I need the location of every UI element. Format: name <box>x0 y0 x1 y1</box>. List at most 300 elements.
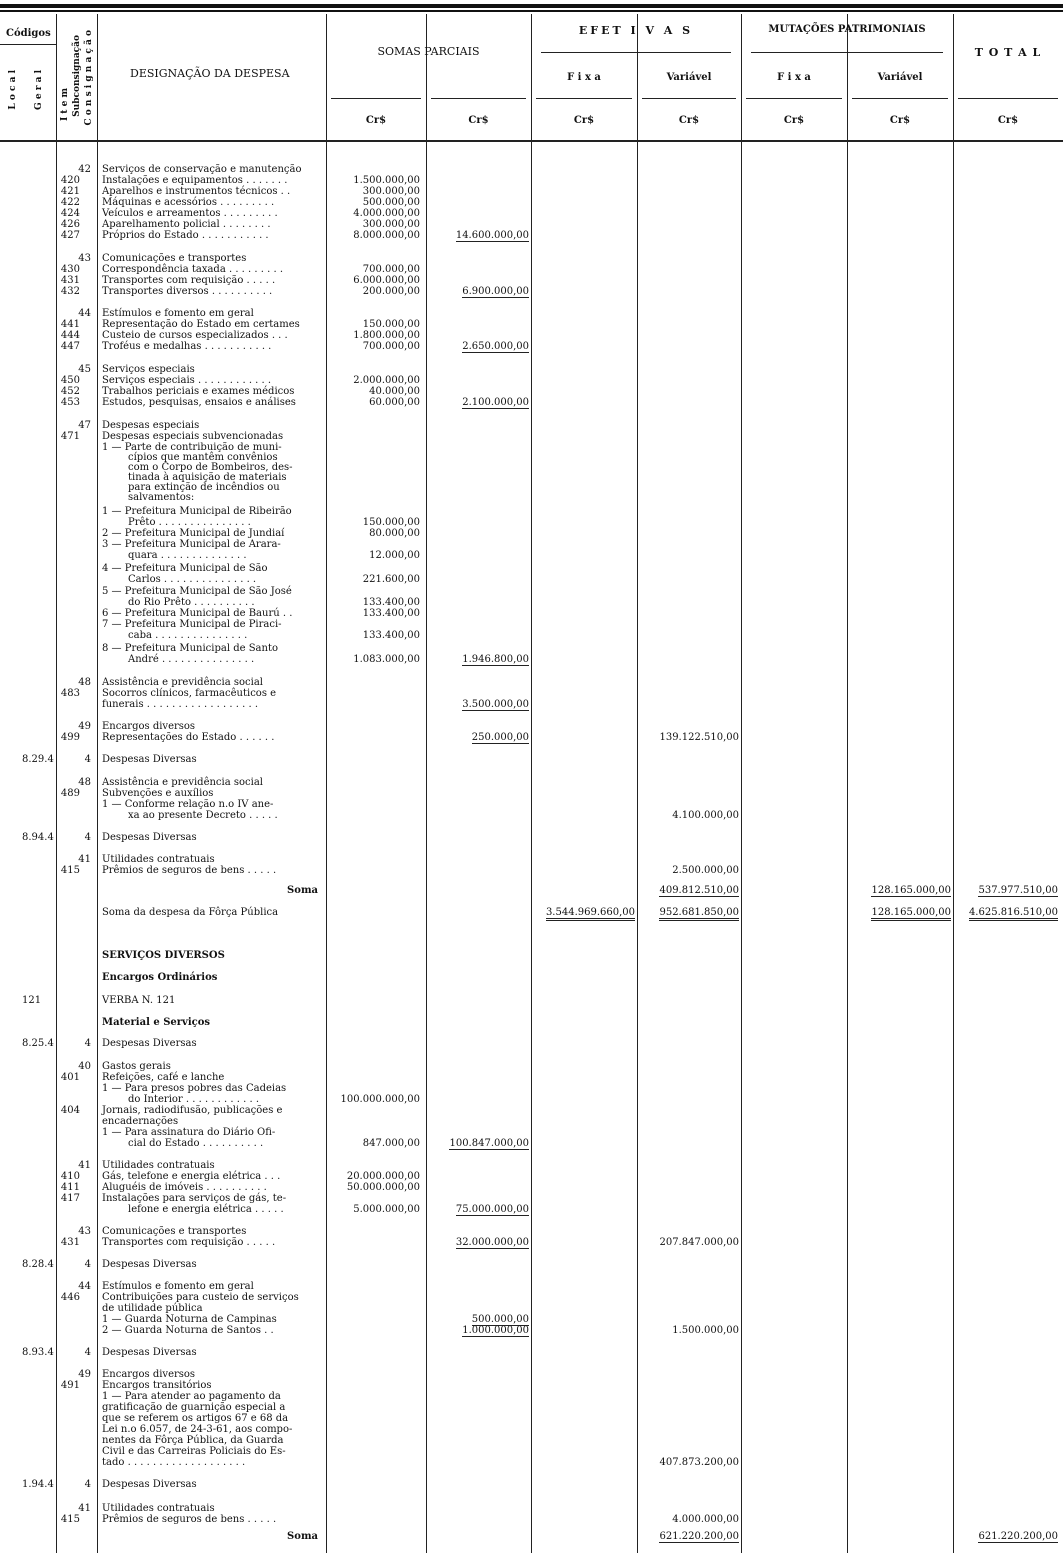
table-row <box>0 972 1063 983</box>
expense-description: 7 — Prefeitura Municipal de Piraci- <box>102 619 282 630</box>
expense-description: Despesas especiais <box>102 420 200 431</box>
amount-p2: 3.500.000,00 <box>462 699 529 710</box>
table-row <box>0 586 1063 597</box>
amount-ev: 4.000.000,00 <box>672 1514 739 1525</box>
item-code: 44 <box>78 1281 91 1292</box>
soma-label: Soma <box>287 885 318 896</box>
table-row <box>0 1182 1063 1193</box>
header-fixa: F i x a <box>777 72 811 83</box>
expense-description: 1 — Para presos pobres das Cadeias <box>102 1083 287 1094</box>
amount-tot: 537.977.510,00 <box>978 885 1058 896</box>
header-subconsignacao: Subconsignação <box>72 35 82 117</box>
currency-label: Cr$ <box>365 115 387 126</box>
amount-p1: 40.000,00 <box>369 386 420 397</box>
amount-mv: 128.165.000,00 <box>871 885 951 896</box>
header-rule <box>852 98 948 99</box>
table-row <box>0 1160 1063 1171</box>
table-row <box>0 1413 1063 1424</box>
expense-description: Máquinas e acessórios . . . . . . . . . <box>102 197 275 208</box>
table-row <box>0 885 1063 896</box>
expense-description: para extinção de incêndios ou <box>128 482 280 493</box>
amount-p2: 100.847.000,00 <box>449 1138 529 1149</box>
table-row <box>0 1369 1063 1380</box>
table-row <box>0 1380 1063 1391</box>
amount-ev: 409.812.510,00 <box>659 885 739 896</box>
currency-label: Cr$ <box>783 115 805 126</box>
amount-ev: 621.220.200,00 <box>659 1531 739 1542</box>
expense-description: Aparelhamento policial . . . . . . . . <box>102 219 271 230</box>
table-row <box>0 777 1063 788</box>
table-row <box>0 1292 1063 1303</box>
expense-description: caba . . . . . . . . . . . . . . . <box>128 630 248 641</box>
header-somas-parciais: SOMAS PARCIAIS <box>377 45 480 58</box>
amount-ev: 4.100.000,00 <box>672 810 739 821</box>
header-item: I t e m <box>60 88 70 122</box>
amount-p1: 6.000.000,00 <box>353 275 420 286</box>
item-code: 422 <box>60 197 80 208</box>
header-rule <box>642 98 736 99</box>
table-row <box>0 1347 1063 1358</box>
amount-p2: 1.000.000,00 <box>462 1325 529 1336</box>
expense-description: Lei n.o 6.057, de 24-3-61, aos compo- <box>102 1424 293 1435</box>
expense-description: 1 — Para assinatura do Diário Ofi- <box>102 1127 276 1138</box>
expense-description: Custeio de cursos especializados . . . <box>102 330 288 341</box>
table-row <box>0 286 1063 297</box>
table-row <box>0 907 1063 918</box>
table-row <box>0 608 1063 619</box>
table-row <box>0 1435 1063 1446</box>
table-row <box>0 1424 1063 1435</box>
amount-p2: 6.900.000,00 <box>462 286 529 297</box>
item-code: 4 <box>84 832 91 843</box>
table-row <box>0 197 1063 208</box>
item-code: 450 <box>60 375 80 386</box>
table-row <box>0 550 1063 561</box>
expense-description: Encargos diversos <box>102 1369 196 1380</box>
expense-description: Trabalhos periciais e exames médicos <box>102 386 295 397</box>
item-code: 471 <box>60 431 80 442</box>
item-code: 401 <box>60 1072 80 1083</box>
amount-p1: 150.000,00 <box>362 517 420 528</box>
expense-description: Subvenções e auxílios <box>102 788 214 799</box>
expense-description: Contribuições para custeio de serviços <box>102 1292 299 1303</box>
expense-description: Correspondência taxada . . . . . . . . . <box>102 264 284 275</box>
expense-description: 2 — Guarda Noturna de Santos . . <box>102 1325 274 1336</box>
amount-p1: 500.000,00 <box>362 197 420 208</box>
header-total: T O T A L <box>974 46 1042 59</box>
amount-p1: 133.400,00 <box>362 597 420 608</box>
table-row <box>0 420 1063 431</box>
expense-description: do Interior . . . . . . . . . . . . <box>128 1094 259 1105</box>
expense-description: Utilidades contratuais <box>102 854 215 865</box>
header-rule <box>746 98 842 99</box>
expense-description: Despesas Diversas <box>102 1259 197 1270</box>
table-row <box>0 865 1063 876</box>
expense-description: do Rio Prêto . . . . . . . . . . <box>128 597 255 608</box>
amount-ev: 407.873.200,00 <box>659 1457 739 1468</box>
table-row <box>0 1072 1063 1083</box>
table-row <box>0 1061 1063 1072</box>
expense-description: salvamentos: <box>128 492 195 503</box>
expense-description: Utilidades contratuais <box>102 1503 215 1514</box>
table-row <box>0 950 1063 961</box>
item-code: 447 <box>60 341 80 352</box>
header-consignacao: C o n s i g n a ç ã o <box>84 30 94 126</box>
table-row <box>0 364 1063 375</box>
table-row <box>0 1138 1063 1149</box>
header-variavel: Variável <box>877 72 923 83</box>
table-row <box>0 630 1063 641</box>
table-row <box>0 1226 1063 1237</box>
expense-description: 1 — Para atender ao pagamento da <box>102 1391 281 1402</box>
expense-description: Despesas Diversas <box>102 1479 197 1490</box>
table-row <box>0 699 1063 710</box>
amount-p1: 1.800.000,00 <box>353 330 420 341</box>
expense-description: Transportes diversos . . . . . . . . . . <box>102 286 273 297</box>
expense-description: Assistência e previdência social <box>102 777 263 788</box>
top-rule-thin <box>0 10 1063 12</box>
amount-p1: 50.000.000,00 <box>346 1182 420 1193</box>
amount-p2: 75.000.000,00 <box>455 1204 529 1215</box>
expense-description: Próprios do Estado . . . . . . . . . . . <box>102 230 269 241</box>
item-code: 427 <box>60 230 80 241</box>
item-code: 48 <box>78 677 91 688</box>
item-code: 453 <box>60 397 80 408</box>
expense-description: tinada à aquisição de materiais <box>128 472 287 483</box>
item-code: 41 <box>78 854 91 865</box>
header-designacao: DESIGNAÇÃO DA DESPESA <box>130 67 290 80</box>
local-code: 8.29.4 <box>22 754 54 765</box>
amount-p1: 80.000,00 <box>369 528 420 539</box>
amount-p1: 8.000.000,00 <box>353 230 420 241</box>
expense-description: cípios que mantêm convênios <box>128 452 278 463</box>
item-code: 49 <box>78 721 91 732</box>
amount-ef: 3.544.969.660,00 <box>546 907 635 921</box>
table-row <box>0 186 1063 197</box>
amount-p1: 133.400,00 <box>362 608 420 619</box>
amount-p1: 847.000,00 <box>362 1138 420 1149</box>
item-code: 47 <box>78 420 91 431</box>
header-variavel: Variável <box>666 72 712 83</box>
amount-p2: 2.650.000,00 <box>462 341 529 352</box>
expense-description: lefone e energia elétrica . . . . . <box>128 1204 284 1215</box>
item-code: 431 <box>60 275 80 286</box>
item-code: 446 <box>60 1292 80 1303</box>
amount-ev: 1.500.000,00 <box>672 1325 739 1336</box>
table-row <box>0 528 1063 539</box>
amount-tot: 4.625.816.510,00 <box>969 907 1058 921</box>
expense-description: Despesas Diversas <box>102 832 197 843</box>
item-code: 420 <box>60 175 80 186</box>
amount-p1: 60.000,00 <box>369 397 420 408</box>
table-row <box>0 1303 1063 1314</box>
expense-description: Aluguéis de imóveis . . . . . . . . . . <box>102 1182 267 1193</box>
expense-description: Veículos e arreamentos . . . . . . . . . <box>102 208 278 219</box>
table-row <box>0 208 1063 219</box>
amount-ev: 207.847.000,00 <box>659 1237 739 1248</box>
table-row <box>0 799 1063 810</box>
soma-label: Soma <box>287 1531 318 1542</box>
currency-label: Cr$ <box>573 115 595 126</box>
table-row <box>0 1514 1063 1525</box>
amount-p2: 1.946.800,00 <box>462 654 529 665</box>
expense-description: Comunicações e transportes <box>102 253 247 264</box>
table-row <box>0 386 1063 397</box>
item-code: 41 <box>78 1160 91 1171</box>
amount-p1: 300.000,00 <box>362 186 420 197</box>
header-mutacoes: MUTAÇÕES PATRIMONIAIS <box>768 24 926 35</box>
item-code: 44 <box>78 308 91 319</box>
header-codigos: Códigos <box>6 28 51 39</box>
expense-description: Encargos diversos <box>102 721 196 732</box>
item-code: 4 <box>84 1347 91 1358</box>
header-rule <box>331 98 421 99</box>
amount-p2: 14.600.000,00 <box>455 230 529 241</box>
item-code: 4 <box>84 754 91 765</box>
table-row <box>0 219 1063 230</box>
expense-description: Gastos gerais <box>102 1061 171 1072</box>
local-code: 1.94.4 <box>22 1479 54 1490</box>
header-geral: G e r a l <box>34 70 44 110</box>
item-code: 411 <box>60 1182 80 1193</box>
table-row <box>0 677 1063 688</box>
table-row <box>0 319 1063 330</box>
item-code: 441 <box>60 319 80 330</box>
item-code: 41 <box>78 1503 91 1514</box>
expense-description: encadernações <box>102 1116 179 1127</box>
expense-description: que se referem os artigos 67 e 68 da <box>102 1413 289 1424</box>
item-code: 452 <box>60 386 80 397</box>
expense-description: Serviços de conservação e manutenção <box>102 164 302 175</box>
item-code: 432 <box>60 286 80 297</box>
table-row <box>0 643 1063 654</box>
table-row <box>0 1531 1063 1542</box>
header-efetivas: EFET I V A S <box>578 24 694 37</box>
expense-description: cial do Estado . . . . . . . . . . <box>128 1138 264 1149</box>
expense-description: SERVIÇOS DIVERSOS <box>102 950 225 961</box>
amount-p1: 700.000,00 <box>362 341 420 352</box>
table-row <box>0 995 1063 1006</box>
table-row <box>0 810 1063 821</box>
amount-p1: 150.000,00 <box>362 319 420 330</box>
local-code: 121 <box>22 995 42 1006</box>
item-code: 483 <box>60 688 80 699</box>
expense-description: 2 — Prefeitura Municipal de Jundiaí <box>102 528 285 539</box>
table-row <box>0 1038 1063 1049</box>
expense-description: Encargos transitórios <box>102 1380 212 1391</box>
expense-description: Despesas Diversas <box>102 1347 197 1358</box>
expense-description: gratificação de guarnição especial a <box>102 1402 286 1413</box>
expense-description: Carlos . . . . . . . . . . . . . . . <box>128 574 257 585</box>
table-row <box>0 574 1063 585</box>
expense-description: Instalações para serviços de gás, te- <box>102 1193 287 1204</box>
table-row <box>0 253 1063 264</box>
expense-description: tado . . . . . . . . . . . . . . . . . . . <box>102 1457 246 1468</box>
expense-description: Encargos Ordinários <box>102 972 218 983</box>
item-code: 417 <box>60 1193 80 1204</box>
expense-description: Instalações e equipamentos . . . . . . . <box>102 175 288 186</box>
local-code: 8.25.4 <box>22 1038 54 1049</box>
table-row <box>0 1259 1063 1270</box>
expense-description: Representação do Estado em certames <box>102 319 300 330</box>
currency-label: Cr$ <box>889 115 911 126</box>
table-row <box>0 1105 1063 1116</box>
amount-p1: 200.000,00 <box>362 286 420 297</box>
table-row <box>0 375 1063 386</box>
expense-description: Despesas especiais subvencionadas <box>102 431 284 442</box>
table-row <box>0 688 1063 699</box>
expense-description: xa ao presente Decreto . . . . . <box>128 810 278 821</box>
item-code: 48 <box>78 777 91 788</box>
amount-p1: 133.400,00 <box>362 630 420 641</box>
table-row <box>0 164 1063 175</box>
expense-description: Assistência e previdência social <box>102 677 263 688</box>
item-code: 415 <box>60 1514 80 1525</box>
table-row <box>0 1503 1063 1514</box>
expense-description: 4 — Prefeitura Municipal de São <box>102 563 268 574</box>
table-row <box>0 654 1063 665</box>
table-row <box>0 175 1063 186</box>
amount-p1: 1.500.000,00 <box>353 175 420 186</box>
item-code: 404 <box>60 1105 80 1116</box>
header-rule <box>751 52 943 53</box>
table-row <box>0 539 1063 550</box>
expense-description: Gás, telefone e energia elétrica . . . <box>102 1171 281 1182</box>
table-row <box>0 341 1063 352</box>
expense-description: 8 — Prefeitura Municipal de Santo <box>102 643 278 654</box>
expense-description: Socorros clínicos, farmacêuticos e <box>102 688 277 699</box>
amount-tot: 621.220.200,00 <box>978 1531 1058 1542</box>
item-code: 444 <box>60 330 80 341</box>
amount-ev: 952.681.850,00 <box>659 907 739 921</box>
table-row <box>0 721 1063 732</box>
local-code: 8.93.4 <box>22 1347 54 1358</box>
expense-description: Troféus e medalhas . . . . . . . . . . . <box>102 341 272 352</box>
expense-description: quara . . . . . . . . . . . . . . <box>128 550 247 561</box>
header-fixa: F i x a <box>567 72 601 83</box>
amount-p1: 20.000.000,00 <box>346 1171 420 1182</box>
expense-description: 1 — Parte de contribuição de muni- <box>102 442 282 453</box>
amount-p1: 700.000,00 <box>362 264 420 275</box>
item-code: 491 <box>60 1380 80 1391</box>
expense-description: Utilidades contratuais <box>102 1160 215 1171</box>
table-row <box>0 1479 1063 1490</box>
amount-p2: 32.000.000,00 <box>455 1237 529 1248</box>
expense-description: Soma da despesa da Fôrça Pública <box>102 907 279 918</box>
expense-description: Material e Serviços <box>102 1017 211 1028</box>
item-code: 4 <box>84 1038 91 1049</box>
amount-p1: 5.000.000,00 <box>353 1204 420 1215</box>
expense-description: Representações do Estado . . . . . . <box>102 732 275 743</box>
amount-p1: 4.000.000,00 <box>353 208 420 219</box>
expense-description: 5 — Prefeitura Municipal de São José <box>102 586 292 597</box>
amount-ev: 2.500.000,00 <box>672 865 739 876</box>
item-code: 42 <box>78 164 91 175</box>
table-row <box>0 854 1063 865</box>
expense-description: 1 — Conforme relação n.o IV ane- <box>102 799 274 810</box>
expense-description: Estímulos e fomento em geral <box>102 308 254 319</box>
header-rule <box>541 52 731 53</box>
expense-description: Transportes com requisição . . . . . <box>102 1237 276 1248</box>
expense-description: 1 — Guarda Noturna de Campinas <box>102 1314 277 1325</box>
table-row <box>0 275 1063 286</box>
amount-p1: 300.000,00 <box>362 219 420 230</box>
expense-description: Civil e das Carreiras Policiais do Es- <box>102 1446 286 1457</box>
table-row <box>0 1402 1063 1413</box>
header-local: L o c a l <box>8 70 18 110</box>
amount-p1: 221.600,00 <box>362 574 420 585</box>
expense-description: VERBA N. 121 <box>102 995 176 1006</box>
table-row <box>0 1457 1063 1468</box>
table-row <box>0 1116 1063 1127</box>
table-row <box>0 754 1063 765</box>
table-row <box>0 1193 1063 1204</box>
expense-description: funerais . . . . . . . . . . . . . . . . . . <box>102 699 259 710</box>
item-code: 410 <box>60 1171 80 1182</box>
expense-description: Prêmios de seguros de bens . . . . . <box>102 1514 277 1525</box>
table-row <box>0 517 1063 528</box>
table-row <box>0 1391 1063 1402</box>
amount-p1: 100.000.000,00 <box>340 1094 420 1105</box>
expense-description: 6 — Prefeitura Municipal de Baurú . . <box>102 608 293 619</box>
item-code: 430 <box>60 264 80 275</box>
expense-description: Prêto . . . . . . . . . . . . . . . <box>128 517 251 528</box>
item-code: 431 <box>60 1237 80 1248</box>
table-row <box>0 832 1063 843</box>
item-code: 4 <box>84 1259 91 1270</box>
header-bottom-rule <box>0 140 1063 142</box>
expense-description: Serviços especiais <box>102 364 195 375</box>
item-code: 4 <box>84 1479 91 1490</box>
table-row <box>0 563 1063 574</box>
expense-description: nentes da Fôrça Pública, da Guarda <box>102 1435 284 1446</box>
amount-p1: 12.000,00 <box>369 550 420 561</box>
item-code: 43 <box>78 1226 91 1237</box>
table-row <box>0 506 1063 517</box>
currency-label: Cr$ <box>678 115 700 126</box>
item-code: 499 <box>60 732 80 743</box>
table-row <box>0 1094 1063 1105</box>
amount-p2: 2.100.000,00 <box>462 397 529 408</box>
table-row <box>0 1314 1063 1325</box>
table-row <box>0 1083 1063 1094</box>
item-code: 426 <box>60 219 80 230</box>
table-row <box>0 1127 1063 1138</box>
item-code: 424 <box>60 208 80 219</box>
table-row <box>0 397 1063 408</box>
table-row <box>0 330 1063 341</box>
table-row <box>0 264 1063 275</box>
header-rule <box>431 98 526 99</box>
table-row <box>0 619 1063 630</box>
currency-label: Cr$ <box>997 115 1019 126</box>
expense-description: André . . . . . . . . . . . . . . . <box>128 654 255 665</box>
table-row <box>0 308 1063 319</box>
item-code: 489 <box>60 788 80 799</box>
expense-description: 1 — Prefeitura Municipal de Ribeirão <box>102 506 292 517</box>
header-rule <box>536 98 632 99</box>
table-row <box>0 1204 1063 1215</box>
expense-description: Estímulos e fomento em geral <box>102 1281 254 1292</box>
amount-p1: 2.000.000,00 <box>353 375 420 386</box>
table-row <box>0 597 1063 608</box>
expense-description: Jornais, radiodifusão, publicações e <box>102 1105 283 1116</box>
expense-description: de utilidade pública <box>102 1303 203 1314</box>
item-code: 415 <box>60 865 80 876</box>
expense-description: Prêmios de seguros de bens . . . . . <box>102 865 277 876</box>
table-row <box>0 1171 1063 1182</box>
expense-description: com o Corpo de Bombeiros, des- <box>128 462 293 473</box>
